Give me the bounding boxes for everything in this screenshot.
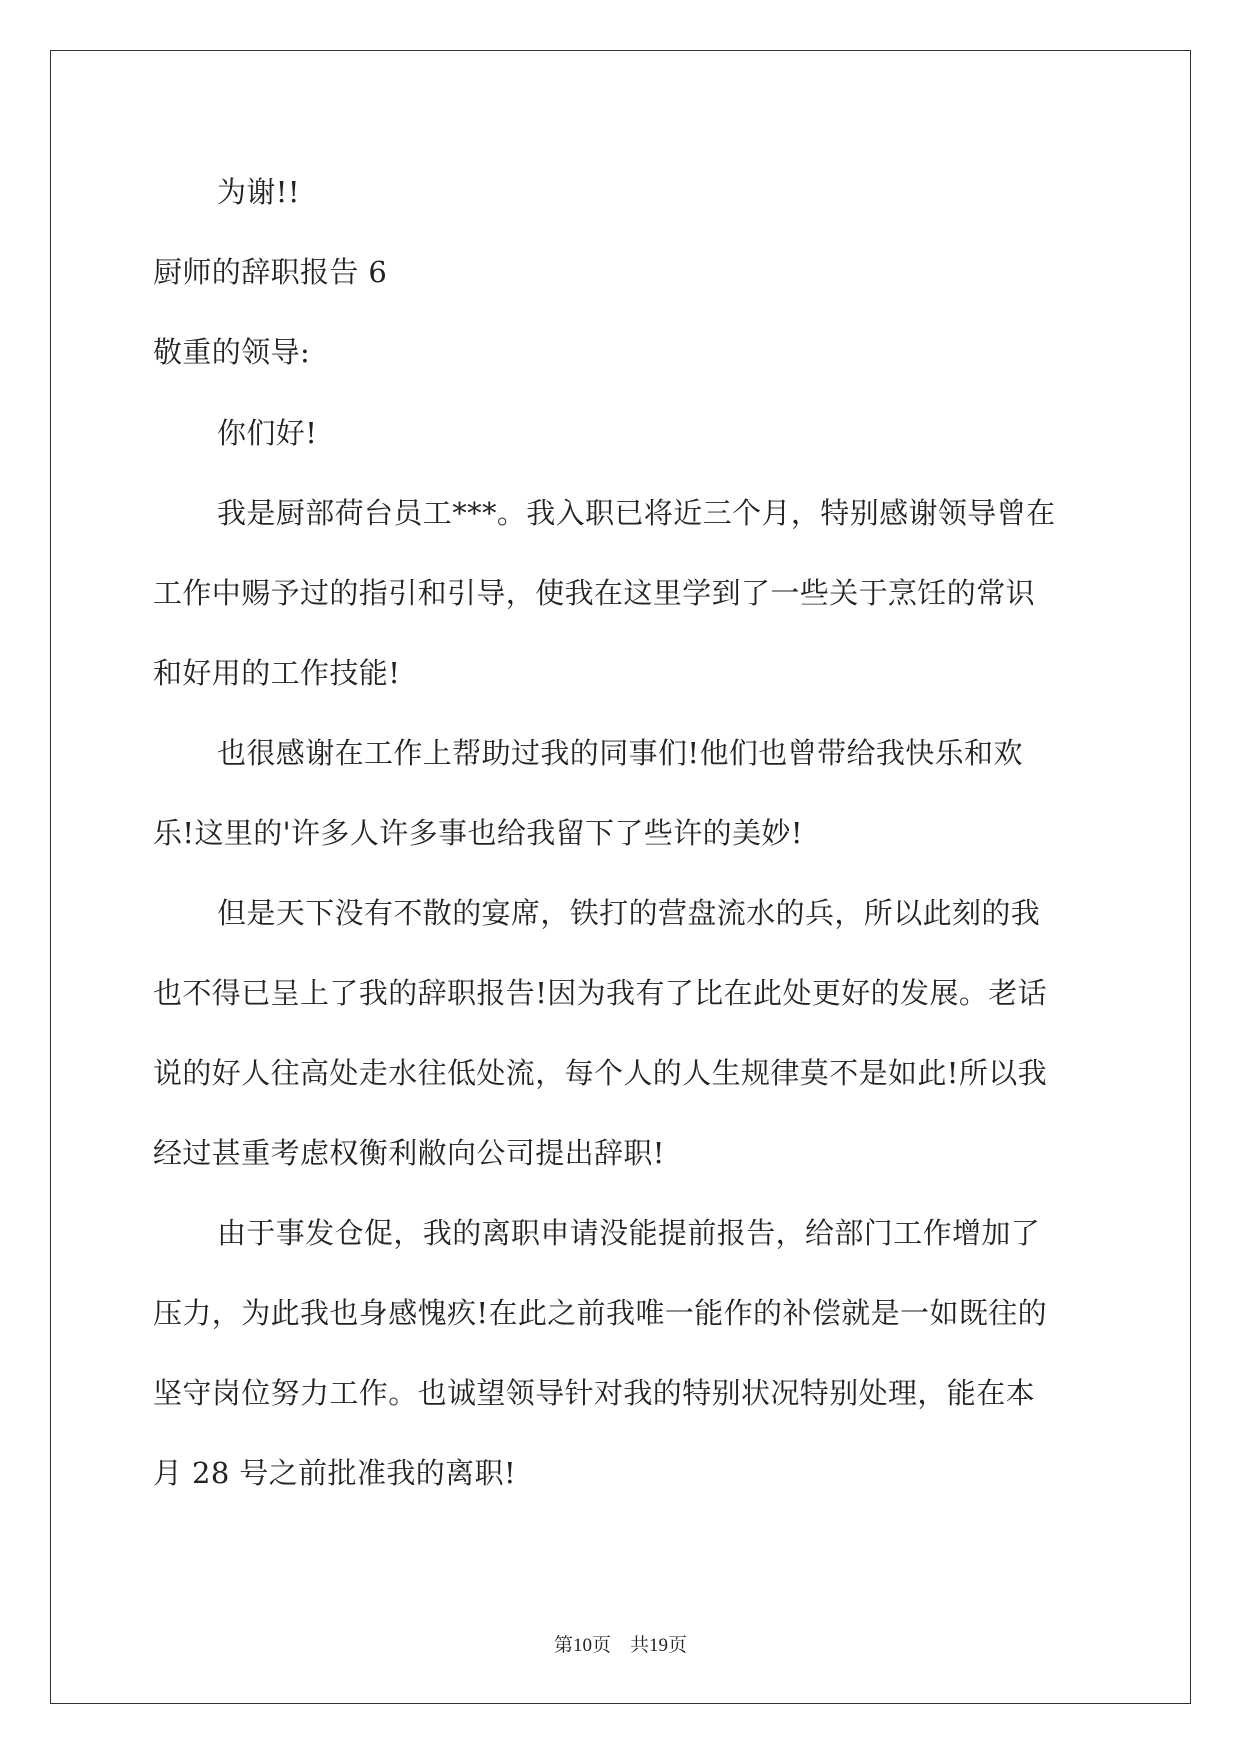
closing-line: 为谢!! [217, 175, 300, 209]
paragraph-line: 月 28 号之前批准我的离职! [153, 1456, 516, 1490]
salutation: 敬重的领导: [153, 335, 311, 369]
paragraph-line: 我是厨部荷台员工***。我入职已将近三个月，特别感谢领导曾在 [217, 496, 1056, 530]
paragraph-line: 也很感谢在工作上帮助过我的同事们!他们也曾带给我快乐和欢 [217, 736, 1023, 770]
paragraph-line: 坚守岗位努力工作。也诚望领导针对我的特别状况特别处理，能在本 [153, 1376, 1036, 1410]
paragraph-line: 但是天下没有不散的宴席，铁打的营盘流水的兵，所以此刻的我 [217, 896, 1041, 930]
page-number: 第10页 共19页 [553, 1635, 687, 1656]
greeting: 你们好! [217, 416, 318, 450]
paragraph-line: 乐!这里的'许多人许多事也给我留下了些许的美妙! [153, 816, 803, 850]
paragraph-line: 说的好人往高处走水往低处流，每个人的人生规律莫不是如此!所以我 [153, 1056, 1048, 1090]
paragraph-line: 工作中赐予过的指引和引导，使我在这里学到了一些关于烹饪的常识 [153, 576, 1036, 610]
paragraph-line: 经过甚重考虑权衡利敝向公司提出辞职! [153, 1136, 665, 1170]
paragraph-line: 由于事发仓促，我的离职申请没能提前报告，给部门工作增加了 [217, 1216, 1041, 1250]
section-title: 厨师的辞职报告 6 [153, 255, 388, 289]
paragraph-line: 和好用的工作技能! [153, 656, 401, 690]
paragraph-line: 压力，为此我也身感愧疚!在此之前我唯一能作的补偿就是一如既往的 [153, 1296, 1048, 1330]
paragraph-line: 也不得已呈上了我的辞职报告!因为我有了比在此处更好的发展。老话 [153, 976, 1048, 1010]
